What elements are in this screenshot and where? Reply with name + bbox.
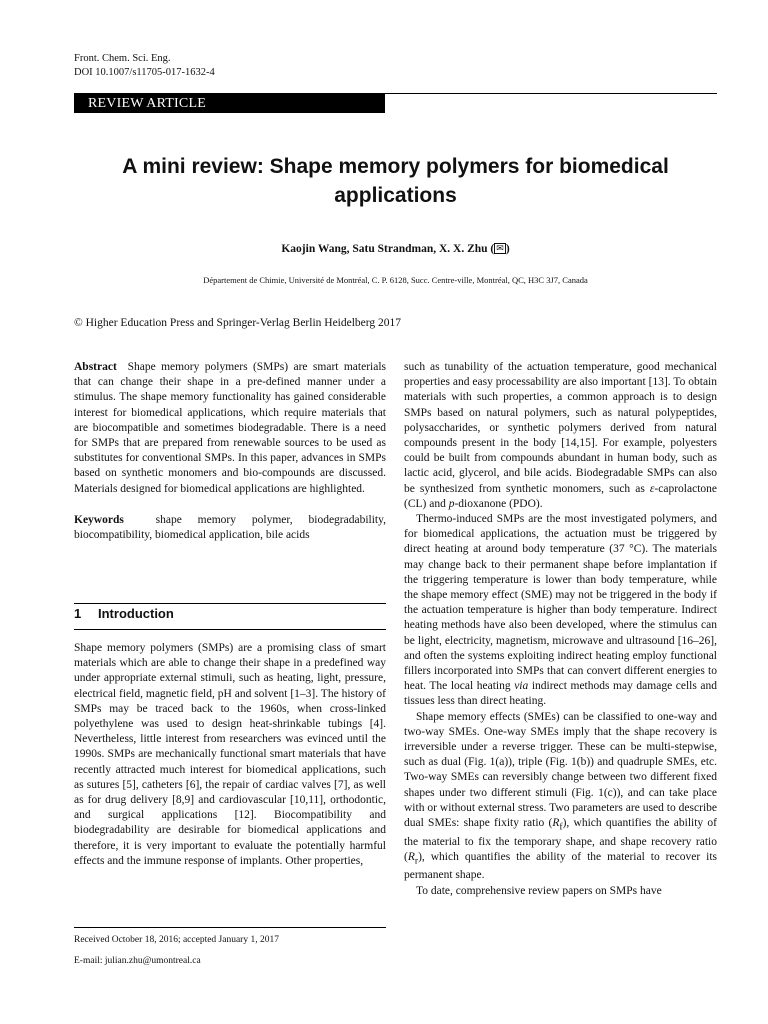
intro-text: Shape memory polymers (SMPs) are a promising class of smart materials which are able to change their shape in a predefined way under appropriate external stimuli, such as heating, light, pressure, electrical field, magnetic field, pH and solvent [1–3]. The history of SMPs may be traced back to the 1960s, when cross-linked polyethylene was used to design heat-shrinkable tubings [4]. Nevertheless, little interest from researchers was evinced until the 1990s. SMPs are mechanically functional smart materials that have recently attracted much interest for biomedical applications, such as sutures [5], catheters [6], the repair of cardiac valves [7], as well as for drug delivery [8,9] and cardiovascular [10,11], orthodontic, and surgical applications [12]. Biocompatibility and biodegradability are desirable for biomedical applications and therefore, it is very important to evaluate the potentially harmful effects and the immune response of implants. Other properties, <box>74 642 386 867</box>
author-close: ) <box>505 243 510 255</box>
author-list <box>74 243 717 255</box>
paragraph-sme-classes: Shape memory effects (SMEs) can be classified to one-way and two-way SMEs. One-way SMEs imply that the shape recovery is irreversible under a reverse trigger. These can be multi-stepwise, such as dual (Fig. 1(a)), triple (Fig. 1(b)) and quadruple SMEs, etc. Two-way SMEs can reversibly change between two different fixed shapes under two different stimuli (Fig. 1(c)), and can take place with or without external stress. Two parameters are used to describe dual SMEs: shape fixity ratio $(R_f)$, which quantifies the ability of the material to fix the temporary shape, and shape recovery ratio $(R_r)$, which quantifies the ability of the material to recover its permanent shape. <box>404 710 717 882</box>
keywords <box>74 513 386 543</box>
section-rule-bottom <box>74 629 386 630</box>
section-heading <box>74 606 174 621</box>
envelope-icon: ✉ <box>496 243 504 253</box>
received-date: Received October 18, 2016; accepted January 1, 2017 <box>74 935 279 945</box>
author-names: Kaojin Wang, Satu Strandman, X. X. Zhu ( <box>281 243 495 255</box>
section-rule-top <box>74 603 386 604</box>
title-line-1: A mini review: Shape memory polymers for biomedical <box>122 155 669 178</box>
affiliation: Département de Chimie, Université de Montréal, C. P. 6128, Succ. Centre-ville, Montréal, QC, H3C 3J7, Canada <box>203 275 588 285</box>
keywords-label: Keywords <box>74 513 124 526</box>
abstract-text: Shape memory polymers (SMPs) are smart materials that can change their shape in a pre-defined manner under a stimulus. The shape memory functionality has gained considerable interest for biomedical applications, which require materials that are biocompatible and sometimes biodegradable. There is a need for SMPs that are prepared from renewable sources to be used as substitutes for conventional SMPs. In this paper, advances in SMPs based on synthetic monomers and bio-compounds are discussed. Materials designed for biomedical applications are highlighted. <box>74 361 387 495</box>
introduction-paragraph <box>74 641 386 869</box>
journal-header <box>74 52 215 80</box>
paragraph-thermo-induced: Thermo-induced SMPs are the most investigated polymers, and for biomedical applications, the actuation must be triggered by direct heating at around body temperature (37 °C). The materials may change back to their permanent shape before implantation if the triggering temperature is lower than body temperature, while the shape memory effect (SME) may not be triggered in the body if the actuation temperature is higher than body temperature. Indirect heating methods have also been developed, where the stimulus can be light, electricity, magnetism, microwave and ultrasound [16–26], and often the systems exploiting indirect heating employ functional fillers incorporated into SMPs that can convert different energies to heat. The local heating via indirect methods may damage cells and tissues less than direct heating. <box>404 513 717 708</box>
journal-name: Front. Chem. Sci. Eng. <box>74 53 171 64</box>
keywords-text: shape memory polymer, biodegradability, biocompatibility, biomedical application, bile acids <box>74 513 386 542</box>
title-line-2: applications <box>334 184 457 207</box>
paragraph-review-papers: To date, comprehensive review papers on SMPs have <box>416 884 662 897</box>
right-column <box>404 360 717 899</box>
abstract-label: Abstract <box>74 361 117 373</box>
copyright-notice: © Higher Education Press and Springer-Verlag Berlin Heidelberg 2017 <box>74 317 402 329</box>
corresponding-email: E-mail: julian.zhu@umontreal.ca <box>74 956 201 966</box>
article-title <box>74 152 717 210</box>
journal-doi: DOI 10.1007/s11705-017-1632-4 <box>74 67 215 78</box>
abstract <box>74 360 386 497</box>
section-title: Introduction <box>98 606 174 621</box>
article-type-banner: REVIEW ARTICLE <box>74 94 385 113</box>
footnote-rule <box>74 927 386 928</box>
left-column-top <box>74 360 386 543</box>
paragraph-continued: such as tunability of the actuation temperature, good mechanical properties and easy processability are also important [13]. To obtain materials with such properties, a common approach is to design SMPs based on natural polymers, such as natural polypeptides, polysaccharides, or synthetic polymers derived from natural compounds present in the body [14,15]. For example, polyesters could be built from compounds abundant in human body, such as lactic acid, glycerol, and bile acids. Biodegradable SMPs can also be synthesized from synthetic monomers, such as ε-caprolactone (CL) and p-dioxanone (PDO). <box>404 361 717 510</box>
section-number: 1 <box>74 606 82 621</box>
